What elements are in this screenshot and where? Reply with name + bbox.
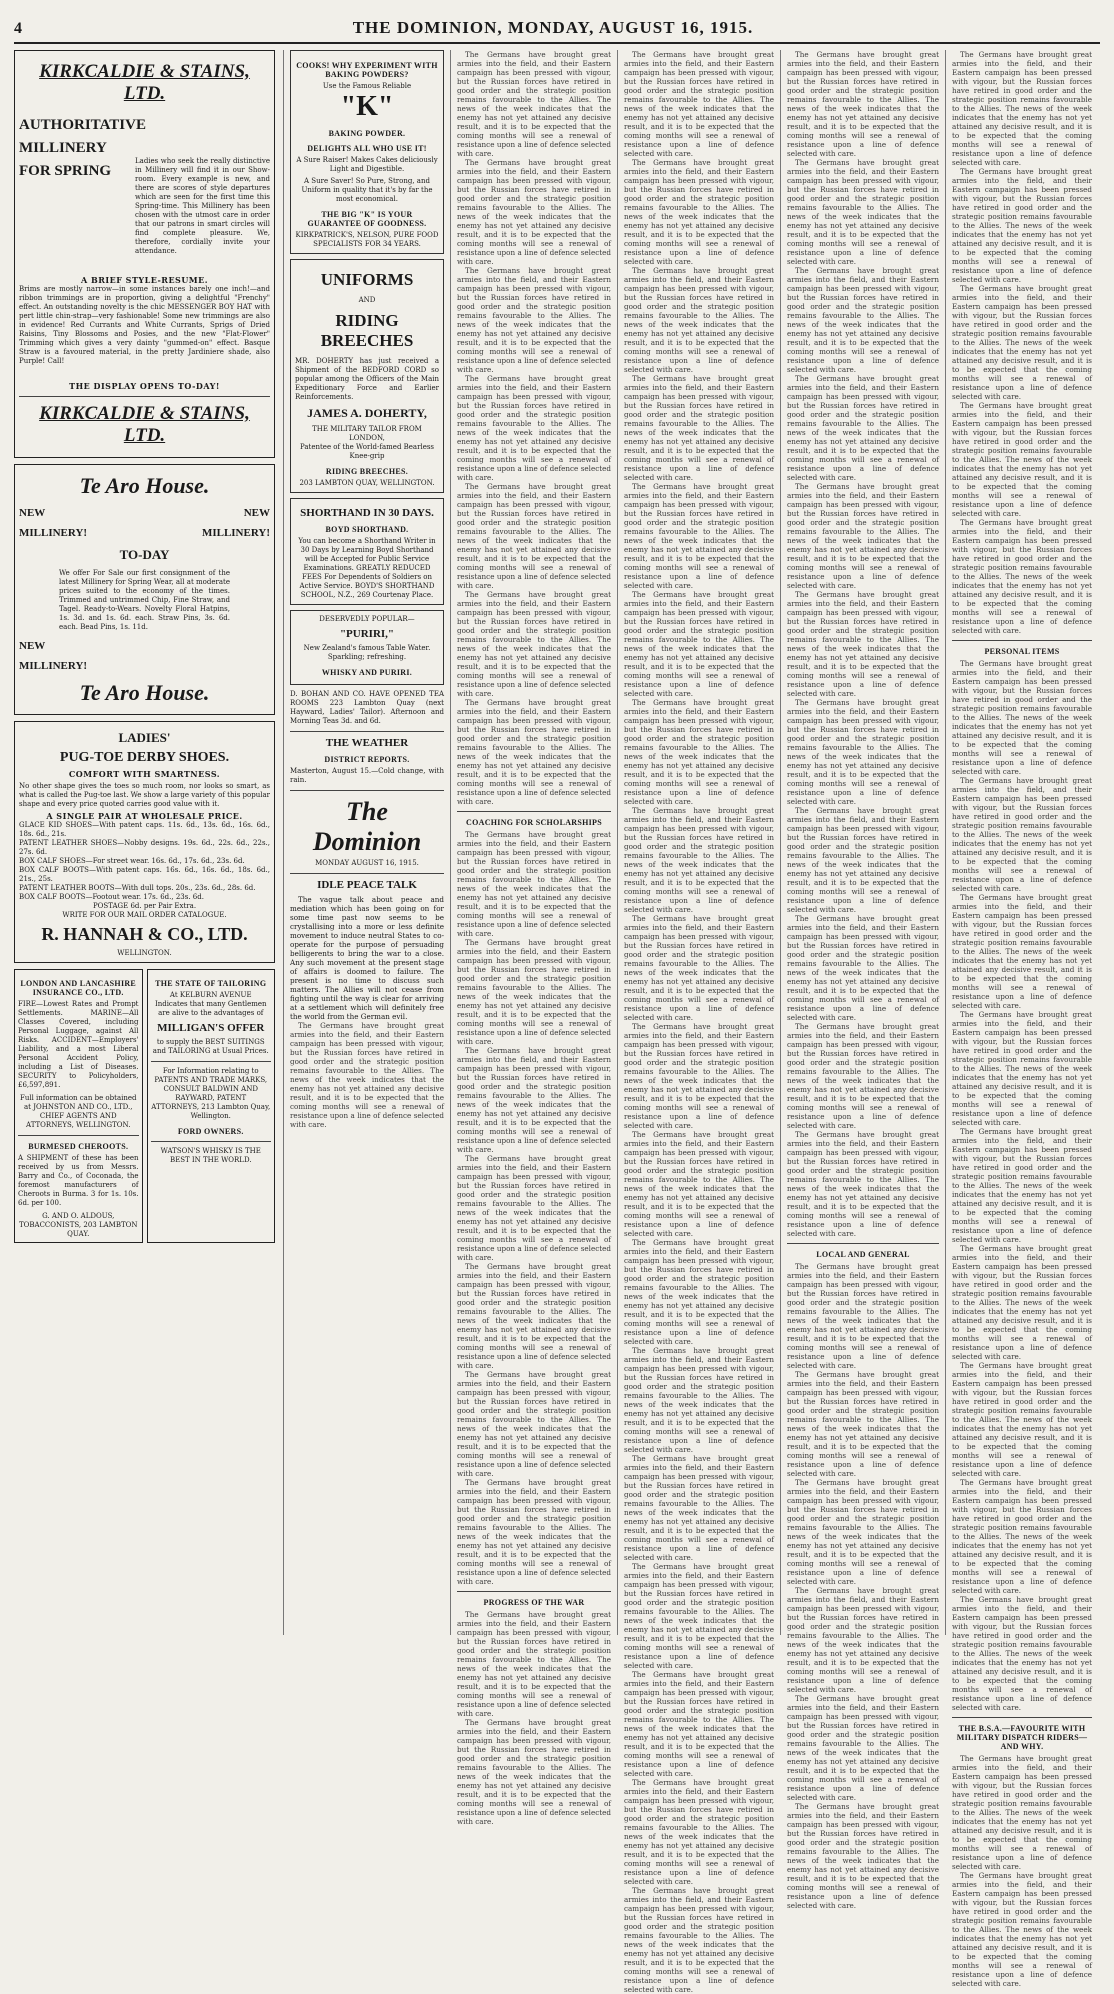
- price-1: PATENT LEATHER SHOES—Nobby designs. 19s. 6d., 22s. 6d., 22s., 27s. 6d.: [19, 839, 270, 856]
- article-body: The Germans have brought great armies into the field, and their Eastern campaign has been pressed with vigour, but the Russian forces have retired in good order and the strategic position remains favourable to the Allies. The news of the week indicates that the enemy has not yet attained any decisive result, and it is to be expected that the coming months will see a renewal of resistance upon a line of defence selected with care.: [457, 1262, 611, 1370]
- article-body: The Germans have brought great armies into the field, and their Eastern campaign has been pressed with vigour, but the Russian forces have retired in good order and the strategic position remains favourable to the Allies. The news of the week indicates that the enemy has not yet attained any decisive result, and it is to be expected that the coming months will see a renewal of resistance upon a line of defence selected with care.: [787, 1262, 939, 1370]
- article-body: The Germans have brought great armies into the field, and their Eastern campaign has been pressed with vigour, but the Russian forces have retired in good order and the strategic position remains favourable to the Allies. The news of the week indicates that the enemy has not yet attained any decisive result, and it is to be expected that the coming months will see a renewal of resistance upon a line of defence selected with care.: [457, 50, 611, 158]
- coaching-heading: COACHING FOR SCHOLARSHIPS: [466, 818, 602, 827]
- te-aro-text: We offer For Sale our first consignment of the latest Millinery for Spring Wear, all at moderate prices suited to the economy of the times. Trimmed and untrimmed Chip, Fine Straw, and Tagel. Ready-to-Wears. Novelty Floral Hatpins, 1s. 3d. and 1s. 6d. each. Straw Pins, 3s. 6d. each. Bead Pins, 1s. 11d.: [59, 569, 230, 631]
- doherty-advert: [290, 259, 444, 493]
- price-5: BOX CALF BOOTS—Footout wear. 17s. 6d., 23s. 6d.: [19, 893, 204, 901]
- article-body: The Germans have brought great armies into the field, and their Eastern campaign has been pressed with vigour, but the Russian forces have retired in good order and the strategic position remains favourable to the Allies. The news of the week indicates that the enemy has not yet attained any decisive result, and it is to be expected that the coming months will see a renewal of resistance upon a line of defence selected with care.: [457, 482, 611, 590]
- heading-millinery: MILLINERY: [19, 140, 107, 156]
- guarantee-line: THE BIG "K" IS YOUR GUARANTEE OF GOODNESS.: [307, 210, 427, 228]
- column-5: [781, 50, 946, 1910]
- bsa-heading: THE B.S.A.—FAVOURITE WITH MILITARY DISPATCH RIDERS—AND WHY.: [956, 1724, 1088, 1751]
- local-general-heading: LOCAL AND GENERAL: [816, 1250, 910, 1259]
- article-body: The Germans have brought great armies into the field, and their Eastern campaign has been pressed with vigour, but the Russian forces have retired in good order and the strategic position remains favourable to the Allies. The news of the week indicates that the enemy has not yet attained any decisive result, and it is to be expected that the coming months will see a renewal of resistance upon a line of defence selected with care.: [952, 1595, 1092, 1712]
- ford-title: FORD OWNERS.: [177, 1127, 244, 1136]
- te-aro-house-title-2: Te Aro House.: [79, 680, 210, 705]
- shorthand-advert: [290, 498, 444, 605]
- kirkpatrick-line: KIRKPATRICK'S, NELSON, PURE FOOD SPECIALISTS FOR 34 YEARS.: [295, 231, 439, 248]
- article-body: The Germans have brought great armies into the field, and their Eastern campaign has been pressed with vigour, but the Russian forces have retired in good order and the strategic position remains favourable to the Allies. The news of the week indicates that the enemy has not yet attained any decisive result, and it is to be expected that the coming months will see a renewal of resistance upon a line of defence selected with care.: [624, 1670, 774, 1778]
- article-body: The Germans have brought great armies into the field, and their Eastern campaign has been pressed with vigour, but the Russian forces have retired in good order and the strategic position remains favourable to the Allies. The news of the week indicates that the enemy has not yet attained any decisive result, and it is to be expected that the coming months will see a renewal of resistance upon a line of defence selected with care.: [787, 266, 939, 374]
- dominion-nameplate: The Dominion: [312, 797, 422, 856]
- tailoring-sub: At KELBURN AVENUE: [169, 991, 252, 999]
- article-body: The Germans have brought great armies into the field, and their Eastern campaign has been pressed with vigour, but the Russian forces have retired in good order and the strategic position remains favourable to the Allies. The news of the week indicates that the enemy has not yet attained any decisive result, and it is to be expected that the coming months will see a renewal of resistance upon a line of defence selected with care.: [787, 1802, 939, 1910]
- resume-text: Brims are mostly narrow—in some instances barely one inch!—and ribbon trimmings are in proportion, giving a delightful "Frenchy" effect. An outstanding novelty is the chic MESSENGER BOY HAT with pert little chin-strap—very fashionable! Some new trimmings are also in evidence! Red Currants and White Currants, Sprigs of Dried Raisins, Tiny Blossoms and Posies, and the new "Flat-Flower" Trimming which gives a very dainty "gummed-on" effect. Basque Straw is a favoured material, in the pretty Jardiniere shade, also Purple! Call!: [19, 285, 270, 365]
- article-body: The Germans have brought great armies into the field, and their Eastern campaign has been pressed with vigour, but the Russian forces have retired in good order and the strategic position remains favourable to the Allies. The news of the week indicates that the enemy has not yet attained any decisive result, and it is to be expected that the coming months will see a renewal of resistance upon a line of defence selected with care.: [624, 1886, 774, 1994]
- new-label-3: NEW: [19, 640, 46, 652]
- article-body: The Germans have brought great armies into the field, and their Eastern campaign has been pressed with vigour, but the Russian forces have retired in good order and the strategic position remains favourable to the Allies. The news of the week indicates that the enemy has not yet attained any decisive result, and it is to be expected that the coming months will see a renewal of resistance upon a line of defence selected with care.: [624, 1778, 774, 1886]
- millinery-label-2: MILLINERY!: [201, 527, 270, 539]
- personal-items-heading: PERSONAL ITEMS: [984, 647, 1060, 656]
- shorthand-heading: SHORTHAND IN 30 DAYS.: [300, 507, 434, 519]
- article-body: The Germans have brought great armies into the field, and their Eastern campaign has been pressed with vigour, but the Russian forces have retired in good order and the strategic position remains favourable to the Allies. The news of the week indicates that the enemy has not yet attained any decisive result, and it is to be expected that the coming months will see a renewal of resistance upon a line of defence selected with care.: [952, 284, 1092, 401]
- puriri-advert: [290, 610, 444, 685]
- article-body: The Germans have brought great armies into the field, and their Eastern campaign has been pressed with vigour, but the Russian forces have retired in good order and the strategic position remains favourable to the Allies. The news of the week indicates that the enemy has not yet attained any decisive result, and it is to be expected that the coming months will see a renewal of resistance upon a line of defence selected with care.: [457, 698, 611, 806]
- article-body: The Germans have brought great armies into the field, and their Eastern campaign has been pressed with vigour, but the Russian forces have retired in good order and the strategic position remains favourable to the Allies. The news of the week indicates that the enemy has not yet attained any decisive result, and it is to be expected that the coming months will see a renewal of resistance upon a line of defence selected with care.: [787, 1370, 939, 1478]
- hannah-advert: [14, 721, 275, 963]
- article-body: The Germans have brought great armies into the field, and their Eastern campaign has been pressed with vigour, but the Russian forces have retired in good order and the strategic position remains favourable to the Allies. The news of the week indicates that the enemy has not yet attained any decisive result, and it is to be expected that the coming months will see a renewal of resistance upon a line of defence selected with care.: [624, 806, 774, 914]
- aldous-name: G. AND O. ALDOUS, TOBACCONISTS, 203 LAMBTON QUAY.: [18, 1212, 138, 1238]
- article-body: The Germans have brought great armies into the field, and their Eastern campaign has been pressed with vigour, but the Russian forces have retired in good order and the strategic position remains favourable to the Allies. The news of the week indicates that the enemy has not yet attained any decisive result, and it is to be expected that the coming months will see a renewal of resistance upon a line of defence selected with care.: [457, 1154, 611, 1262]
- article-body: The Germans have brought great armies into the field, and their Eastern campaign has been pressed with vigour, but the Russian forces have retired in good order and the strategic position remains favourable to the Allies. The news of the week indicates that the enemy has not yet attained any decisive result, and it is to be expected that the coming months will see a renewal of resistance upon a line of defence selected with care.: [457, 374, 611, 482]
- tailoring-text: Indicates that many Gentlemen are alive to the advantages of: [154, 1000, 267, 1017]
- heading-for-spring: FOR SPRING: [19, 163, 112, 179]
- article-body: The Germans have brought great armies into the field, and their Eastern campaign has been pressed with vigour, but the Russian forces have retired in good order and the strategic position remains favourable to the Allies. The news of the week indicates that the enemy has not yet attained any decisive result, and it is to be expected that the coming months will see a renewal of resistance upon a line of defence selected with care.: [624, 1238, 774, 1346]
- article-body: The Germans have brought great armies into the field, and their Eastern campaign has been pressed with vigour, but the Russian forces have retired in good order and the strategic position remains favourable to the Allies. The news of the week indicates that the enemy has not yet attained any decisive result, and it is to be expected that the coming months will see a renewal of resistance upon a line of defence selected with care.: [624, 50, 774, 158]
- millinery-intro: Ladies who seek the really distinctive in Millinery will find it in our Show-room. Every example is new, and there are scores of style departures which are seen for the first time this Spring-time. This Millinery has been chosen with the utmost care in order that our patrons in smart circles will find complete pleasure. We, therefore, cordially invite your attendance.: [135, 157, 270, 255]
- article-body: The Germans have brought great armies into the field, and their Eastern campaign has been pressed with vigour, but the Russian forces have retired in good order and the strategic position remains favourable to the Allies. The news of the week indicates that the enemy has not yet attained any decisive result, and it is to be expected that the coming months will see a renewal of resistance upon a line of defence selected with care.: [787, 1478, 939, 1586]
- article-body: The Germans have brought great armies into the field, and their Eastern campaign has been pressed with vigour, but the Russian forces have retired in good order and the strategic position remains favourable to the Allies. The news of the week indicates that the enemy has not yet attained any decisive result, and it is to be expected that the coming months will see a renewal of resistance upon a line of defence selected with care.: [624, 698, 774, 806]
- newspaper-title: THE DOMINION, MONDAY, AUGUST 16, 1915.: [352, 18, 754, 37]
- heading-authoritative: AUTHORITATIVE: [19, 117, 146, 133]
- bohan-advert: D. BOHAN AND CO. HAVE OPENED TEA ROOMS 223 Lambton Quay (next Hayward, Ladies' Tailor). Afternoon and Morning Teas 3d. and 6d.: [290, 690, 444, 725]
- article-body: The Germans have brought great armies into the field, and their Eastern campaign has been pressed with vigour, but the Russian forces have retired in good order and the strategic position remains favourable to the Allies. The news of the week indicates that the enemy has not yet attained any decisive result, and it is to be expected that the coming months will see a renewal of resistance upon a line of defence selected with care.: [290, 1021, 444, 1129]
- display-opens: THE DISPLAY OPENS TO-DAY!: [69, 381, 220, 391]
- article-body: The Germans have brought great armies into the field, and their Eastern campaign has been pressed with vigour, but the Russian forces have retired in good order and the strategic position remains favourable to the Allies. The news of the week indicates that the enemy has not yet attained any decisive result, and it is to be expected that the coming months will see a renewal of resistance upon a line of defence selected with care.: [457, 590, 611, 698]
- article-body: The Germans have brought great armies into the field, and their Eastern campaign has been pressed with vigour, but the Russian forces have retired in good order and the strategic position remains favourable to the Allies. The news of the week indicates that the enemy has not yet attained any decisive result, and it is to be expected that the coming months will see a renewal of resistance upon a line of defence selected with care.: [952, 1754, 1092, 1871]
- article-body: The Germans have brought great armies into the field, and their Eastern campaign has been pressed with vigour, but the Russian forces have retired in good order and the strategic position remains favourable to the Allies. The news of the week indicates that the enemy has not yet attained any decisive result, and it is to be expected that the coming months will see a renewal of resistance upon a line of defence selected with care.: [952, 401, 1092, 518]
- kirkcaldie-logo: KIRKCALDIE & STAINS, LTD.: [39, 61, 250, 104]
- weather-heading: THE WEATHER: [325, 737, 409, 749]
- military-tailor: THE MILITARY TAILOR FROM LONDON,: [312, 425, 422, 442]
- progress-heading: PROGRESS OF THE WAR: [483, 1598, 585, 1607]
- price-4: PATENT LEATHER BOOTS—With dull tops. 20s., 23s. 6d., 28s. 6d.: [19, 884, 256, 892]
- article-body: The Germans have brought great armies into the field, and their Eastern campaign has been pressed with vigour, but the Russian forces have retired in good order and the strategic position remains favourable to the Allies. The news of the week indicates that the enemy has not yet attained any decisive result, and it is to be expected that the coming months will see a renewal of resistance upon a line of defence selected with care.: [787, 158, 939, 266]
- article-body: The Germans have brought great armies into the field, and their Eastern campaign has been pressed with vigour, but the Russian forces have retired in good order and the strategic position remains favourable to the Allies. The news of the week indicates that the enemy has not yet attained any decisive result, and it is to be expected that the coming months will see a renewal of resistance upon a line of defence selected with care.: [952, 1478, 1092, 1595]
- saver-line: A Sure Saver! So Pure, Strong, and Uniform in quality that it's by far the most economical.: [301, 177, 433, 203]
- ladies-heading: LADIES': [118, 730, 171, 745]
- and-label: AND: [358, 296, 376, 304]
- baking-powder-advert: [290, 50, 444, 254]
- article-body: The Germans have brought great armies into the field, and their Eastern campaign has been pressed with vigour, but the Russian forces have retired in good order and the strategic position remains favourable to the Allies. The news of the week indicates that the enemy has not yet attained any decisive result, and it is to be expected that the coming months will see a renewal of resistance upon a line of defence selected with care.: [787, 1586, 939, 1694]
- article-body: The Germans have brought great armies into the field, and their Eastern campaign has been pressed with vigour, but the Russian forces have retired in good order and the strategic position remains favourable to the Allies. The news of the week indicates that the enemy has not yet attained any decisive result, and it is to be expected that the coming months will see a renewal of resistance upon a line of defence selected with care.: [787, 1022, 939, 1130]
- article-body: The Germans have brought great armies into the field, and their Eastern campaign has been pressed with vigour, but the Russian forces have retired in good order and the strategic position remains favourable to the Allies. The news of the week indicates that the enemy has not yet attained any decisive result, and it is to be expected that the coming months will see a renewal of resistance upon a line of defence selected with care.: [787, 1694, 939, 1802]
- milligan-offer: MILLIGAN'S OFFER: [157, 1022, 265, 1034]
- pug-toe-heading: PUG-TOE DERBY SHOES.: [59, 750, 230, 765]
- insurance-title: LONDON AND LANCASHIRE INSURANCE CO., LTD.: [20, 979, 137, 997]
- article-body: The Germans have brought great armies into the field, and their Eastern campaign has been pressed with vigour, but the Russian forces have retired in good order and the strategic position remains favourable to the Allies. The news of the week indicates that the enemy has not yet attained any decisive result, and it is to be expected that the coming months will see a renewal of resistance upon a line of defence selected with care.: [457, 1718, 611, 1826]
- tailoring-text-2: to supply the BEST SUITINGS and TAILORING at Usual Prices.: [152, 1038, 269, 1055]
- insurance-text: FIRE—Lowest Rates and Prompt Settlements. MARINE—All Classes Covered, including Personal Luggage, against All Risks. ACCIDENT—Employers' Liability, and a most Liberal Personal Accident Policy, including a List of Diseases. SECURITY to Policyholders, £6,597,891.: [18, 1000, 139, 1089]
- article-body: The Germans have brought great armies into the field, and their Eastern campaign has been pressed with vigour, but the Russian forces have retired in good order and the strategic position remains favourable to the Allies. The news of the week indicates that the enemy has not yet attained any decisive result, and it is to be expected that the coming months will see a renewal of resistance upon a line of defence selected with care.: [787, 698, 939, 806]
- tailoring-advert: [147, 969, 276, 1243]
- price-3: BOX CALF BOOTS—With patent caps. 16s. 6d., 16s. 6d., 18s. 6d., 21s., 25s.: [19, 866, 270, 883]
- column-6: [946, 50, 1098, 1988]
- doherty-name: JAMES A. DOHERTY,: [307, 406, 427, 420]
- article-body: The Germans have brought great armies into the field, and their Eastern campaign has been pressed with vigour, but the Russian forces have retired in good order and the strategic position remains favourable to the Allies. The news of the week indicates that the enemy has not yet attained any decisive result, and it is to be expected that the coming months will see a renewal of resistance upon a line of defence selected with care.: [952, 1871, 1092, 1988]
- shoes-text: No other shape gives the toes so much room, nor looks so smart, as what is called the Pug-toe last. We show a large variety of this popular shape and every price quoted carries good value with it.: [19, 782, 270, 808]
- burmese-text: A SHIPMENT of these has been received by us from Messrs. Barry and Co., of Coconada, the foremost manufacturers of Cheroots in Burma. 3 for 1s. 10s. 6d. per 100.: [18, 1154, 139, 1207]
- doherty-text: MR. DOHERTY has just received a Shipment of the BEDFORD CORD so popular among the Officers of the Main Expeditionary Force and Earlier Reinforcements.: [295, 357, 439, 401]
- puriri-name: "PURIRI,": [339, 628, 395, 640]
- article-body: The Germans have brought great armies into the field, and their Eastern campaign has been pressed with vigour, but the Russian forces have retired in good order and the strategic position remains favourable to the Allies. The news of the week indicates that the enemy has not yet attained any decisive result, and it is to be expected that the coming months will see a renewal of resistance upon a line of defence selected with care.: [952, 893, 1092, 1010]
- shorthand-text: You can become a Shorthand Writer in 30 Days by Learning Boyd Shorthand will be Accepted for Public Service Examinations. GREATLY REDUCED FEES For Dependents of Soldiers on Active Service. BOYD'S SHORTHAND SCHOOL, N.Z., 269 Courtenay Place.: [298, 537, 436, 599]
- boyd-heading: BOYD SHORTHAND.: [325, 525, 409, 534]
- article-body: The Germans have brought great armies into the field, and their Eastern campaign has been pressed with vigour, but the Russian forces have retired in good order and the strategic position remains favourable to the Allies. The news of the week indicates that the enemy has not yet attained any decisive result, and it is to be expected that the coming months will see a renewal of resistance upon a line of defence selected with care.: [787, 806, 939, 914]
- riding-breeches-heading: RIDING BREECHES: [320, 311, 414, 350]
- article-body: The Germans have brought great armies into the field, and their Eastern campaign has been pressed with vigour, but the Russian forces have retired in good order and the strategic position remains favourable to the Allies. The news of the week indicates that the enemy has not yet attained any decisive result, and it is to be expected that the coming months will see a renewal of resistance upon a line of defence selected with care.: [952, 1127, 1092, 1244]
- use-line: Use the Famous Reliable: [322, 82, 412, 90]
- new-label-2: NEW: [243, 507, 270, 519]
- millinery-label: MILLINERY!: [19, 527, 88, 539]
- article-body: The Germans have brought great armies into the field, and their Eastern campaign has been pressed with vigour, but the Russian forces have retired in good order and the strategic position remains favourable to the Allies. The news of the week indicates that the enemy has not yet attained any decisive result, and it is to be expected that the coming months will see a renewal of resistance upon a line of defence selected with care.: [952, 1244, 1092, 1361]
- k-logo: "K": [340, 91, 394, 122]
- baking-powder-label: BAKING POWDER.: [328, 129, 406, 138]
- wholesale-line: A SINGLE PAIR AT WHOLESALE PRICE.: [46, 811, 243, 821]
- article-body: The Germans have brought great armies into the field, and their Eastern campaign has been pressed with vigour, but the Russian forces have retired in good order and the strategic position remains favourable to the Allies. The news of the week indicates that the enemy has not yet attained any decisive result, and it is to be expected that the coming months will see a renewal of resistance upon a line of defence selected with care.: [952, 1010, 1092, 1127]
- article-body: The Germans have brought great armies into the field, and their Eastern campaign has been pressed with vigour, but the Russian forces have retired in good order and the strategic position remains favourable to the Allies. The news of the week indicates that the enemy has not yet attained any decisive result, and it is to be expected that the coming months will see a renewal of resistance upon a line of defence selected with care.: [457, 1046, 611, 1154]
- kirkcaldie-logo-2: KIRKCALDIE & STAINS, LTD.: [39, 403, 250, 446]
- article-body: The Germans have brought great armies into the field, and their Eastern campaign has been pressed with vigour, but the Russian forces have retired in good order and the strategic position remains favourable to the Allies. The news of the week indicates that the enemy has not yet attained any decisive result, and it is to be expected that the coming months will see a renewal of resistance upon a line of defence selected with care.: [624, 266, 774, 374]
- price-0: GLACE KID SHOES—With patent caps. 11s. 6d., 13s. 6d., 16s. 6d., 18s. 6d., 21s.: [19, 821, 270, 838]
- insurance-agents: Full information can be obtained at JOHNSTON AND CO., LTD., CHIEF AGENTS AND ATTORNEYS, WELLINGTON.: [19, 1094, 137, 1129]
- te-aro-advert: [14, 464, 275, 715]
- postage-line: POSTAGE 6d. per Pair Extra.: [92, 902, 197, 910]
- price-2: BOX CALF SHOES—For street wear. 16s. 6d., 17s. 6d., 23s. 6d.: [19, 857, 245, 865]
- article-body: The Germans have brought great armies into the field, and their Eastern campaign has been pressed with vigour, but the Russian forces have retired in good order and the strategic position remains favourable to the Allies. The news of the week indicates that the enemy has not yet attained any decisive result, and it is to be expected that the coming months will see a renewal of resistance upon a line of defence selected with care.: [624, 374, 774, 482]
- resume-title: A BRIEF STYLE-RESUME.: [80, 275, 209, 285]
- article-body: The Germans have brought great armies into the field, and their Eastern campaign has been pressed with vigour, but the Russian forces have retired in good order and the strategic position remains favourable to the Allies. The news of the week indicates that the enemy has not yet attained any decisive result, and it is to be expected that the coming months will see a renewal of resistance upon a line of defence selected with care.: [457, 1478, 611, 1586]
- article-body: The Germans have brought great armies into the field, and their Eastern campaign has been pressed with vigour, but the Russian forces have retired in good order and the strategic position remains favourable to the Allies. The news of the week indicates that the enemy has not yet attained any decisive result, and it is to be expected that the coming months will see a renewal of resistance upon a line of defence selected with care.: [624, 158, 774, 266]
- weather-sub: DISTRICT REPORTS.: [324, 755, 410, 764]
- patentee-line: Patentee of the World-famed Bearless Knee-grip: [299, 443, 435, 460]
- article-body: The Germans have brought great armies into the field, and their Eastern campaign has been pressed with vigour, but the Russian forces have retired in good order and the strategic position remains favourable to the Allies. The news of the week indicates that the enemy has not yet attained any decisive result, and it is to be expected that the coming months will see a renewal of resistance upon a line of defence selected with care.: [457, 266, 611, 374]
- raiser-line: A Sure Raiser! Makes Cakes deliciously Light and Digestible.: [296, 156, 438, 173]
- tailoring-title: THE STATE OF TAILORING: [155, 979, 267, 988]
- article-body: The Germans have brought great armies into the field, and their Eastern campaign has been pressed with vigour, but the Russian forces have retired in good order and the strategic position remains favourable to the Allies. The news of the week indicates that the enemy has not yet attained any decisive result, and it is to be expected that the coming months will see a renewal of resistance upon a line of defence selected with care.: [624, 482, 774, 590]
- cooks-heading: COOKS! WHY EXPERIMENT WITH BAKING POWDERS?: [296, 61, 438, 79]
- kirkcaldie-advert: [14, 50, 275, 458]
- column-4: [618, 50, 781, 1994]
- article-body: The Germans have brought great armies into the field, and their Eastern campaign has been pressed with vigour, but the Russian forces have retired in good order and the strategic position remains favourable to the Allies. The news of the week indicates that the enemy has not yet attained any decisive result, and it is to be expected that the coming months will see a renewal of resistance upon a line of defence selected with care.: [624, 1022, 774, 1130]
- dominion-date: MONDAY AUGUST 16, 1915.: [315, 859, 419, 867]
- insurance-advert: [14, 969, 143, 1243]
- watson-advert: WATSON'S WHISKY IS THE BEST IN THE WORLD.: [160, 1147, 261, 1164]
- article-body: The Germans have brought great armies into the field, and their Eastern campaign has been pressed with vigour, but the Russian forces have retired in good order and the strategic position remains favourable to the Allies. The news of the week indicates that the enemy has not yet attained any decisive result, and it is to be expected that the coming months will see a renewal of resistance upon a line of defence selected with care.: [952, 1361, 1092, 1478]
- article-body: The Germans have brought great armies into the field, and their Eastern campaign has been pressed with vigour, but the Russian forces have retired in good order and the strategic position remains favourable to the Allies. The news of the week indicates that the enemy has not yet attained any decisive result, and it is to be expected that the coming months will see a renewal of resistance upon a line of defence selected with care.: [952, 518, 1092, 635]
- article-body: The Germans have brought great armies into the field, and their Eastern campaign has been pressed with vigour, but the Russian forces have retired in good order and the strategic position remains favourable to the Allies. The news of the week indicates that the enemy has not yet attained any decisive result, and it is to be expected that the coming months will see a renewal of resistance upon a line of defence selected with care.: [952, 776, 1092, 893]
- article-body: The Germans have brought great armies into the field, and their Eastern campaign has been pressed with vigour, but the Russian forces have retired in good order and the strategic position remains favourable to the Allies. The news of the week indicates that the enemy has not yet attained any decisive result, and it is to be expected that the coming months will see a renewal of resistance upon a line of defence selected with care.: [624, 1562, 774, 1670]
- patents-advert: For Information relating to PATENTS AND TRADE MARKS, CONSULT BALDWIN AND RAYWARD, PATENT ATTORNEYS, 213 Lambton Quay, Wellington.: [151, 1067, 271, 1120]
- article-body: The Germans have brought great armies into the field, and their Eastern campaign has been pressed with vigour, but the Russian forces have retired in good order and the strategic position remains favourable to the Allies. The news of the week indicates that the enemy has not yet attained any decisive result, and it is to be expected that the coming months will see a renewal of resistance upon a line of defence selected with care.: [787, 590, 939, 698]
- advert-column: [14, 50, 284, 1635]
- article-body: The Germans have brought great armies into the field, and their Eastern campaign has been pressed with vigour, but the Russian forces have retired in good order and the strategic position remains favourable to the Allies. The news of the week indicates that the enemy has not yet attained any decisive result, and it is to be expected that the coming months will see a renewal of resistance upon a line of defence selected with care.: [952, 659, 1092, 776]
- whisky-line: WHISKY AND PURIRI.: [321, 668, 413, 677]
- doherty-address: 203 LAMBTON QUAY, WELLINGTON.: [299, 479, 435, 487]
- article-body: The Germans have brought great armies into the field, and their Eastern campaign has been pressed with vigour, but the Russian forces have retired in good order and the strategic position remains favourable to the Allies. The news of the week indicates that the enemy has not yet attained any decisive result, and it is to be expected that the coming months will see a renewal of resistance upon a line of defence selected with care.: [624, 1130, 774, 1238]
- column-2: [284, 50, 451, 1635]
- delights-line: DELIGHTS ALL WHO USE IT!: [307, 144, 427, 153]
- idle-peace-heading: IDLE PEACE TALK: [317, 879, 417, 891]
- weather-text: Masterton, August 15.—Cold change, with rain.: [290, 767, 444, 784]
- burmese-title: BURMESED CHEROOTS.: [28, 1142, 129, 1151]
- idle-peace-text: The vague talk about peace and mediation which has been going on for some time past now seems to be crystallising into a more or less definite movement to induce neutral States to co-operate for the purpose of persuading belligerents to bring the war to a close. Any such movement at the present stage of affairs is doomed to failure. The present is no time to discuss such matters. The Allies will not cease from fighting until the way is clear for arriving at a settlement which will definitely free the world from the German evil.: [290, 895, 444, 1021]
- article-body: The Germans have brought great armies into the field, and their Eastern campaign has been pressed with vigour, but the Russian forces have retired in good order and the strategic position remains favourable to the Allies. The news of the week indicates that the enemy has not yet attained any decisive result, and it is to be expected that the coming months will see a renewal of resistance upon a line of defence selected with care.: [952, 167, 1092, 284]
- article-body: The Germans have brought great armies into the field, and their Eastern campaign has been pressed with vigour, but the Russian forces have retired in good order and the strategic position remains favourable to the Allies. The news of the week indicates that the enemy has not yet attained any decisive result, and it is to be expected that the coming months will see a renewal of resistance upon a line of defence selected with care.: [787, 374, 939, 482]
- article-body: The Germans have brought great armies into the field, and their Eastern campaign has been pressed with vigour, but the Russian forces have retired in good order and the strategic position remains favourable to the Allies. The news of the week indicates that the enemy has not yet attained any decisive result, and it is to be expected that the coming months will see a renewal of resistance upon a line of defence selected with care.: [787, 1130, 939, 1238]
- masthead: [14, 10, 1100, 44]
- article-body: The Germans have brought great armies into the field, and their Eastern campaign has been pressed with vigour, but the Russian forces have retired in good order and the strategic position remains favourable to the Allies. The news of the week indicates that the enemy has not yet attained any decisive result, and it is to be expected that the coming months will see a renewal of resistance upon a line of defence selected with care.: [457, 830, 611, 938]
- catalogue-line: WRITE FOR OUR MAIL ORDER CATALOGUE.: [62, 911, 227, 919]
- new-label: NEW: [19, 507, 46, 519]
- uniforms-heading: UNIFORMS: [320, 270, 414, 289]
- article-body: The Germans have brought great armies into the field, and their Eastern campaign has been pressed with vigour, but the Russian forces have retired in good order and the strategic position remains favourable to the Allies. The news of the week indicates that the enemy has not yet attained any decisive result, and it is to be expected that the coming months will see a renewal of resistance upon a line of defence selected with care.: [952, 50, 1092, 167]
- hannah-name: R. HANNAH & CO., LTD.: [41, 924, 248, 944]
- article-body: The Germans have brought great armies into the field, and their Eastern campaign has been pressed with vigour, but the Russian forces have retired in good order and the strategic position remains favourable to the Allies. The news of the week indicates that the enemy has not yet attained any decisive result, and it is to be expected that the coming months will see a renewal of resistance upon a line of defence selected with care.: [787, 482, 939, 590]
- article-body: The Germans have brought great armies into the field, and their Eastern campaign has been pressed with vigour, but the Russian forces have retired in good order and the strategic position remains favourable to the Allies. The news of the week indicates that the enemy has not yet attained any decisive result, and it is to be expected that the coming months will see a renewal of resistance upon a line of defence selected with care.: [624, 1454, 774, 1562]
- millinery-label-3: MILLINERY!: [19, 660, 88, 672]
- article-body: The Germans have brought great armies into the field, and their Eastern campaign has been pressed with vigour, but the Russian forces have retired in good order and the strategic position remains favourable to the Allies. The news of the week indicates that the enemy has not yet attained any decisive result, and it is to be expected that the coming months will see a renewal of resistance upon a line of defence selected with care.: [624, 914, 774, 1022]
- article-body: The Germans have brought great armies into the field, and their Eastern campaign has been pressed with vigour, but the Russian forces have retired in good order and the strategic position remains favourable to the Allies. The news of the week indicates that the enemy has not yet attained any decisive result, and it is to be expected that the coming months will see a renewal of resistance upon a line of defence selected with care.: [457, 1370, 611, 1478]
- article-body: The Germans have brought great armies into the field, and their Eastern campaign has been pressed with vigour, but the Russian forces have retired in good order and the strategic position remains favourable to the Allies. The news of the week indicates that the enemy has not yet attained any decisive result, and it is to be expected that the coming months will see a renewal of resistance upon a line of defence selected with care.: [457, 158, 611, 266]
- article-body: The Germans have brought great armies into the field, and their Eastern campaign has been pressed with vigour, but the Russian forces have retired in good order and the strategic position remains favourable to the Allies. The news of the week indicates that the enemy has not yet attained any decisive result, and it is to be expected that the coming months will see a renewal of resistance upon a line of defence selected with care.: [457, 938, 611, 1046]
- column-3: [451, 50, 618, 1826]
- article-body: The Germans have brought great armies into the field, and their Eastern campaign has been pressed with vigour, but the Russian forces have retired in good order and the strategic position remains favourable to the Allies. The news of the week indicates that the enemy has not yet attained any decisive result, and it is to be expected that the coming months will see a renewal of resistance upon a line of defence selected with care.: [457, 1610, 611, 1718]
- today-label: TO-DAY: [119, 547, 170, 562]
- puriri-head: DESERVEDLY POPULAR—: [319, 615, 415, 623]
- te-aro-house-title: Te Aro House.: [79, 473, 210, 498]
- riding-breeches-line: RIDING BREECHES.: [325, 467, 409, 476]
- article-body: The Germans have brought great armies into the field, and their Eastern campaign has been pressed with vigour, but the Russian forces have retired in good order and the strategic position remains favourable to the Allies. The news of the week indicates that the enemy has not yet attained any decisive result, and it is to be expected that the coming months will see a renewal of resistance upon a line of defence selected with care.: [624, 590, 774, 698]
- article-body: The Germans have brought great armies into the field, and their Eastern campaign has been pressed with vigour, but the Russian forces have retired in good order and the strategic position remains favourable to the Allies. The news of the week indicates that the enemy has not yet attained any decisive result, and it is to be expected that the coming months will see a renewal of resistance upon a line of defence selected with care.: [787, 914, 939, 1022]
- article-body: The Germans have brought great armies into the field, and their Eastern campaign has been pressed with vigour, but the Russian forces have retired in good order and the strategic position remains favourable to the Allies. The news of the week indicates that the enemy has not yet attained any decisive result, and it is to be expected that the coming months will see a renewal of resistance upon a line of defence selected with care.: [787, 50, 939, 158]
- comfort-sub: COMFORT WITH SMARTNESS.: [68, 769, 221, 779]
- page-number: 4: [14, 20, 22, 37]
- hannah-location: WELLINGTON.: [117, 949, 172, 957]
- article-body: The Germans have brought great armies into the field, and their Eastern campaign has been pressed with vigour, but the Russian forces have retired in good order and the strategic position remains favourable to the Allies. The news of the week indicates that the enemy has not yet attained any decisive result, and it is to be expected that the coming months will see a renewal of resistance upon a line of defence selected with care.: [624, 1346, 774, 1454]
- puriri-text: New Zealand's famous Table Water. Sparkling; refreshing.: [303, 644, 431, 661]
